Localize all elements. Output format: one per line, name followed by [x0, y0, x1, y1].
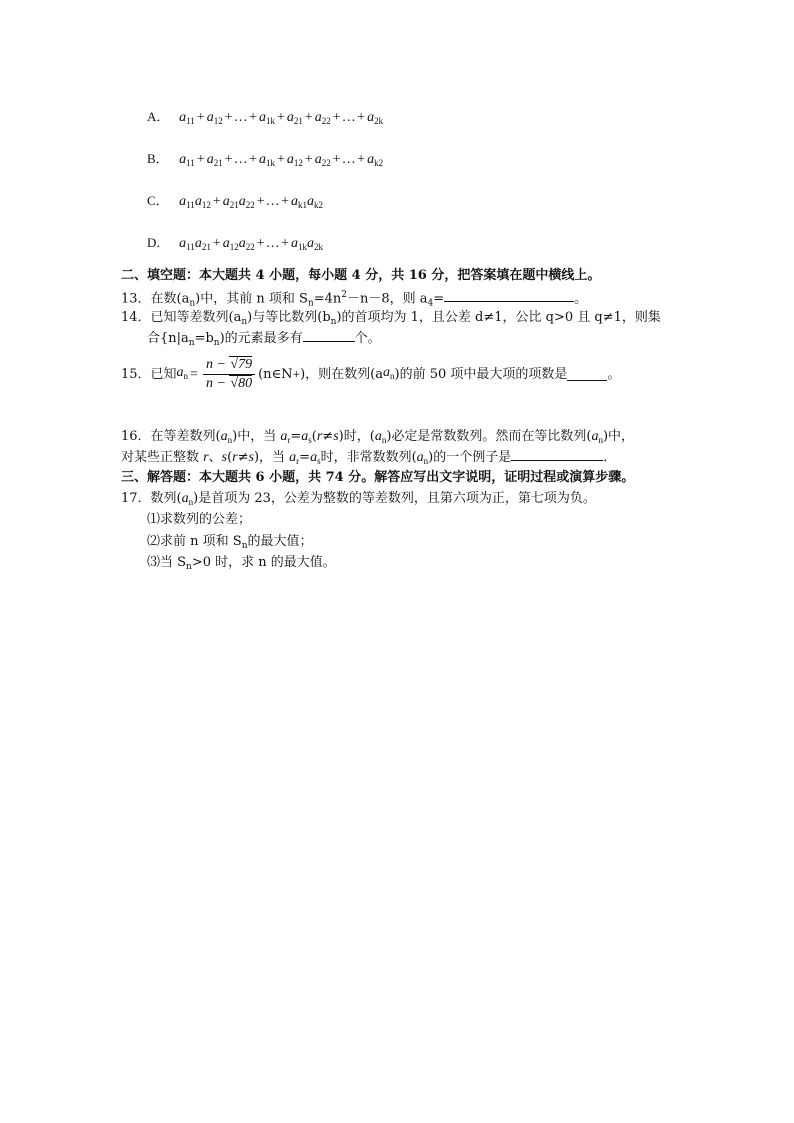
- q17-text: ⑶当 S: [147, 555, 187, 570]
- q16-text: )中，: [602, 429, 635, 444]
- option-term: $a_{22}$: [314, 152, 331, 168]
- plus-sign: +: [281, 194, 289, 209]
- plus-sign: +: [332, 110, 341, 125]
- question-17: 17．数列$(a_n)$是首项为 23，公差为整数的等差数列，且第六项为正，第七项为负。: [121, 491, 596, 507]
- question-13: 13．在数$(a_n)$中，其前 n 项和 $S_n=4n^2-n-8$，则 $a_4=$ 。: [121, 290, 588, 309]
- q16-text: (: [227, 450, 233, 465]
- q16-text: (: [311, 429, 317, 444]
- option-d: [147, 234, 323, 256]
- q17-text: 17．数列(: [121, 491, 182, 506]
- q16-text: 对某些正整数: [121, 450, 204, 465]
- option-a-expression: [179, 110, 383, 125]
- answer-blank[interactable]: [303, 329, 355, 342]
- option-b-expression: [179, 152, 383, 167]
- q14-text: 合{n|a: [147, 331, 189, 346]
- q17-text: >0 时，求 n 的最大值。: [191, 555, 336, 570]
- answer-blank[interactable]: [511, 448, 603, 461]
- plus-sign: +: [332, 152, 341, 167]
- q16-text: )，当: [253, 450, 290, 465]
- option-term: $a_{11}a_{12}$: [179, 194, 211, 210]
- q17-text: )是首项为 23，公差为整数的等差数列，且第六项为正，第七项为负。: [193, 491, 596, 506]
- option-term: $a_{21}a_{22}$: [222, 194, 255, 210]
- section-2-heading: 二、填空题：本大题共 4 小题，每小题 4 分，共 16 分，把答案填在题中横线上。: [121, 268, 601, 283]
- plus-sign: +: [224, 152, 233, 167]
- plus-sign: +: [212, 236, 221, 251]
- plus-sign: +: [196, 110, 205, 125]
- plus-sign: +: [249, 152, 257, 167]
- q16-text: )的一个例子是: [428, 450, 512, 465]
- q14-text: =b: [194, 331, 214, 346]
- plus-sign: +: [256, 194, 265, 209]
- q13-text: )中，其前 n 项和 S: [195, 291, 308, 307]
- plus-sign: +: [276, 110, 285, 125]
- option-a: [147, 108, 383, 130]
- question-14-line-1: 14．已知等差数列$(a_n)$与等比数列$(b_n)$的首项均为 1，且公差 d≠1，公比 q>0 且 q≠1，则集: [121, 310, 661, 327]
- option-term: $a_{11}a_{21}$: [179, 236, 211, 252]
- option-c-label: C．: [147, 193, 169, 208]
- q15-fraction: $\frac{n - √79}{n - √80}$: [203, 356, 255, 393]
- option-b-label: B．: [147, 151, 169, 166]
- option-term: $a_{1k}a_{2k}$: [290, 236, 323, 252]
- option-term: $a_{1k}$: [258, 110, 275, 126]
- plus-sign: +: [256, 236, 265, 251]
- option-c-expression: [179, 194, 323, 209]
- q16-text: 时，非常数数列(: [320, 450, 417, 465]
- option-term: $a_{1k}$: [258, 152, 275, 168]
- question-16-line-2: 对某些正整数 r、s(r≠s)，当 $a_r=a_s$时，非常数数列$(a_n)$的一个例子是 ．: [121, 450, 617, 466]
- plus-sign: +: [196, 152, 205, 167]
- plus-sign: +: [212, 194, 221, 209]
- option-c: [147, 192, 323, 214]
- option-term: …: [234, 110, 248, 125]
- plus-sign: +: [304, 152, 313, 167]
- q13-text: =: [433, 291, 445, 307]
- q14-text: )与等比数列(b: [247, 310, 331, 325]
- q16-text: )时，(: [338, 429, 375, 444]
- option-b: [147, 150, 383, 172]
- q16-text: ．: [603, 450, 617, 465]
- answer-blank[interactable]: [567, 368, 607, 381]
- option-term: $a_{k1}a_{k2}$: [290, 194, 323, 210]
- q17-part-2: ⑵求前 n 项和 $S_n$的最大值；: [147, 534, 313, 551]
- plus-sign: +: [357, 152, 366, 167]
- answer-blank[interactable]: [444, 289, 574, 302]
- q14-text: 个。: [354, 331, 381, 346]
- q15-text: (n∈N: [258, 366, 293, 382]
- q13-text: =4n: [313, 291, 342, 307]
- option-d-label: D．: [147, 235, 170, 250]
- option-term: $a_{22}$: [314, 110, 331, 126]
- option-term: $a_{21}$: [286, 110, 303, 126]
- q15-text: 15．已知: [121, 366, 177, 382]
- q17-part-3: ⑶当 $S_n>0$ 时，求 n 的最大值。: [147, 555, 336, 572]
- option-term: $a_{12}$: [206, 110, 223, 126]
- q15-text: )，则在数列(a: [300, 366, 383, 382]
- question-14-line-2: 合$\{n|a_n=b_n)$的元素最多有 个。: [147, 331, 381, 348]
- plus-sign: +: [276, 152, 285, 167]
- plus-sign: +: [249, 110, 257, 125]
- option-term: …: [266, 194, 280, 209]
- option-d-expression: [179, 236, 323, 251]
- option-term: …: [234, 152, 248, 167]
- question-16-line-1: 16．在等差数列$(a_n)$中，当 $a_r=a_s(r\ne s)$时，$(a_n)$必定是常数数列。然而在等比数列$(a_n)$中，: [121, 429, 635, 445]
- option-term: $a_{12}$: [286, 152, 303, 168]
- option-term: $a_{11}$: [179, 110, 195, 126]
- q16-text: )必定是常数数列。然而在等比数列(: [386, 429, 592, 444]
- q17-text: 的最大值；: [247, 534, 313, 549]
- q17-part-1: ⑴求数列的公差；: [147, 512, 252, 527]
- option-term: $a_{2k}$: [367, 110, 384, 126]
- question-15: 15．已知 $a_n$ = $\frac{n - √79}{n - √80}$ (n∈N + )，则在数列(a $a_n$ )的前 50 项中最大项的项数是 。: [121, 357, 621, 391]
- section-3-heading: 三、解答题：本大题共 6 小题，共 74 分。解答应写出文字说明，证明过程或演算步骤。: [121, 470, 635, 485]
- option-term: …: [266, 236, 280, 251]
- q14-text: )的首项均为 1，且公差 d≠1，公比 q>0 且 q≠1，则集: [336, 310, 661, 325]
- q13-text: 。: [574, 291, 588, 307]
- q13-text: 13．在数(a: [121, 291, 190, 307]
- option-term: $a_{11}$: [179, 152, 195, 168]
- option-term: $a_{21}$: [206, 152, 223, 168]
- option-term: $a_{k2}$: [367, 152, 384, 168]
- option-term: …: [342, 152, 356, 167]
- plus-sign: +: [357, 110, 366, 125]
- q13-text: －n－8，则 a: [347, 291, 428, 307]
- plus-sign: +: [281, 236, 289, 251]
- option-term: …: [342, 110, 356, 125]
- q17-text: ⑵求前 n 项和 S: [147, 534, 242, 549]
- q16-text: )中，当: [232, 429, 281, 444]
- plus-sign: +: [224, 110, 233, 125]
- q14-text: 14．已知等差数列(a: [121, 310, 242, 325]
- q15-text: 。: [607, 366, 621, 382]
- option-a-label: A．: [147, 109, 170, 124]
- plus-sign: +: [304, 110, 313, 125]
- q16-text: 16．在等差数列(: [121, 429, 221, 444]
- q14-text: )的元素最多有: [219, 331, 303, 346]
- option-term: $a_{12}a_{22}$: [222, 236, 255, 252]
- q15-text: )的前 50 项中最大项的项数是: [394, 366, 568, 382]
